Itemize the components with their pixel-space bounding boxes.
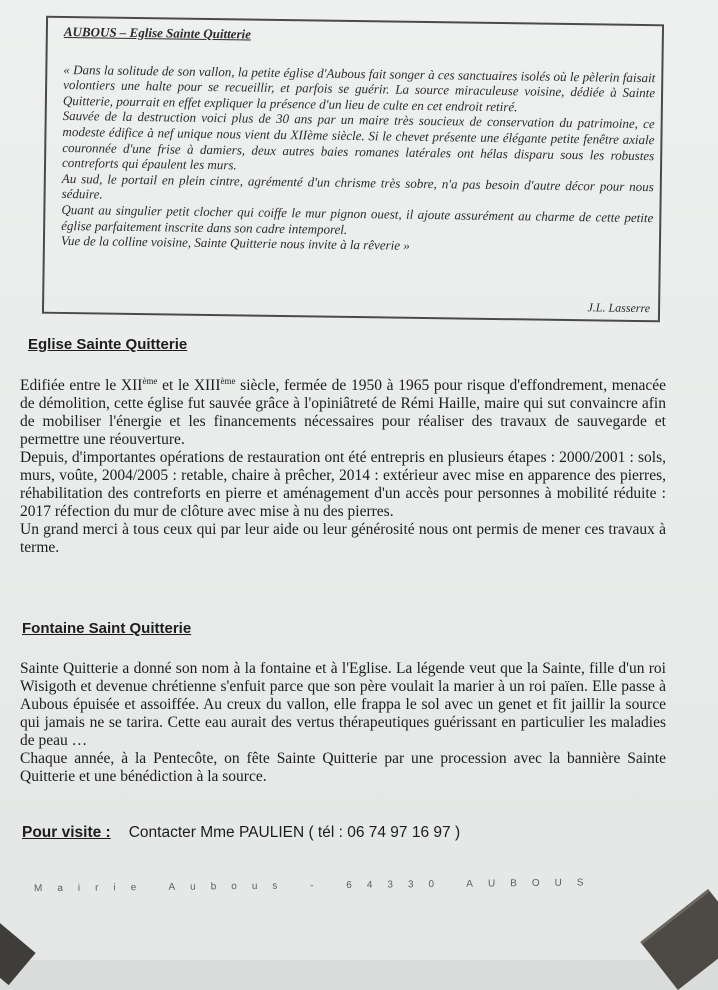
quote-paragraph: Sauvée de la destruction voici plus de 30 ans par un maire très soucieux de conservation du patrimoine, ce modeste édifice à nef unique nous vient du XIIème siècle. Si le chevet présente une élégante petite fenêtre axiale couronnée d'une frise à damiers, deux autres baies romanes latérales ont hélas disparu sous les robustes contreforts qui épaulent les murs. [61,108,655,173]
quote-paragraph: Quant au singulier petit clocher qui coiffe le mur pignon ouest, il ajoute assurément au charme de cette petite église parfaitement inscrite dans son cadre intemporel. [61,201,654,237]
text-run: Edifiée entre le XII [20,377,143,395]
eglise-section-title: Eglise Sainte Quitterie [28,336,188,353]
eglise-section-body [20,372,666,557]
text-run: siècle, fermée de 1950 à 1965 pour risque d'effondrement, menacée de démolition, cette église fut sauvée grâce à l'opiniâtreté de Rémi Haille, maire qui sut convaincre afin de mobiliser l'énergie et les financements nécessaires pour réaliser des travaux de sauvegarde et permettre une réouverture. [20,377,666,449]
quote-text [61,62,656,257]
quote-paragraph: Au sud, le portail en plein cintre, agrémenté d'un chrisme très sobre, n'a pas besoin d'autre décor pour nous séduire. [61,170,654,202]
superscript: ème [142,376,158,386]
fontaine-paragraph-2: Chaque année, à la Pentecôte, on fête Sainte Quitterie par une procession avec la bannière Sainte Quitterie et une bénédiction à la source. [20,750,666,785]
quote-signature: J.L. Lasserre [587,300,651,316]
quote-box-title: AUBOUS – Eglise Sainte Quitterie [63,23,252,42]
visit-label: Pour visite : [22,824,111,841]
eglise-paragraph-1 [20,372,666,449]
eglise-paragraph-2: Depuis, d'importantes opérations de restauration ont été entrepris en plusieurs étapes : 2000/2001 : sols, murs, voûte, 2004/2005 : retable, chaire à prêcher, 2014 : extérieur avec mise en apparence des pierres, réhabilitation des contreforts en pierre et aménagement d'un accès pour personnes à mobilité réduite : 2017 réfection du mur de clôture avec mise à nu des pierres. [20,449,666,521]
superscript: ème [220,376,236,386]
quote-paragraph: « Dans la solitude de son vallon, la petite église d'Aubous fait songer à ces sanctuaires isolés où le pèlerin faisait volontiers une halte pour se recueillir, et parfois se guérir. La source miraculeuse voisine, dédiée à Sainte Quitterie, pourrait en effet expliquer la présence d'un lieu de culte en cet endroit retiré. [62,61,656,115]
text-run: et le XIII [157,377,221,395]
footer-address: Mairie Aubous - 64330 AUBOUS [33,877,599,895]
eglise-paragraph-3: Un grand merci à tous ceux qui par leur aide ou leur générosité nous ont permis de mener ces travaux à terme. [20,521,666,557]
visit-contact: Contacter Mme PAULIEN ( tél : 06 74 97 16 97 ) [128,824,461,841]
fontaine-section-body [20,660,666,786]
visit-line [22,824,460,842]
fontaine-section-title: Fontaine Saint Quitterie [22,620,192,637]
quote-paragraph: Vue de la colline voisine, Sainte Quitterie nous invite à la rêverie » [60,233,410,253]
quote-box [42,16,664,323]
fontaine-paragraph-1: Sainte Quitterie a donné son nom à la fontaine et à l'Eglise. La légende veut que la Sainte, fille d'un roi Wisigoth et devenue chrétienne s'enfuit parce que son père voulait la marier à un roi païen. Elle passe à Aubous épuisée et assoiffée. Au creux du vallon, elle frappa le sol avec un genet et fit jaillir la source qui jamais ne se tarira. Cette eau aurait des vertus thérapeutiques guérissant en particulier les maladies de peau … [20,660,666,749]
